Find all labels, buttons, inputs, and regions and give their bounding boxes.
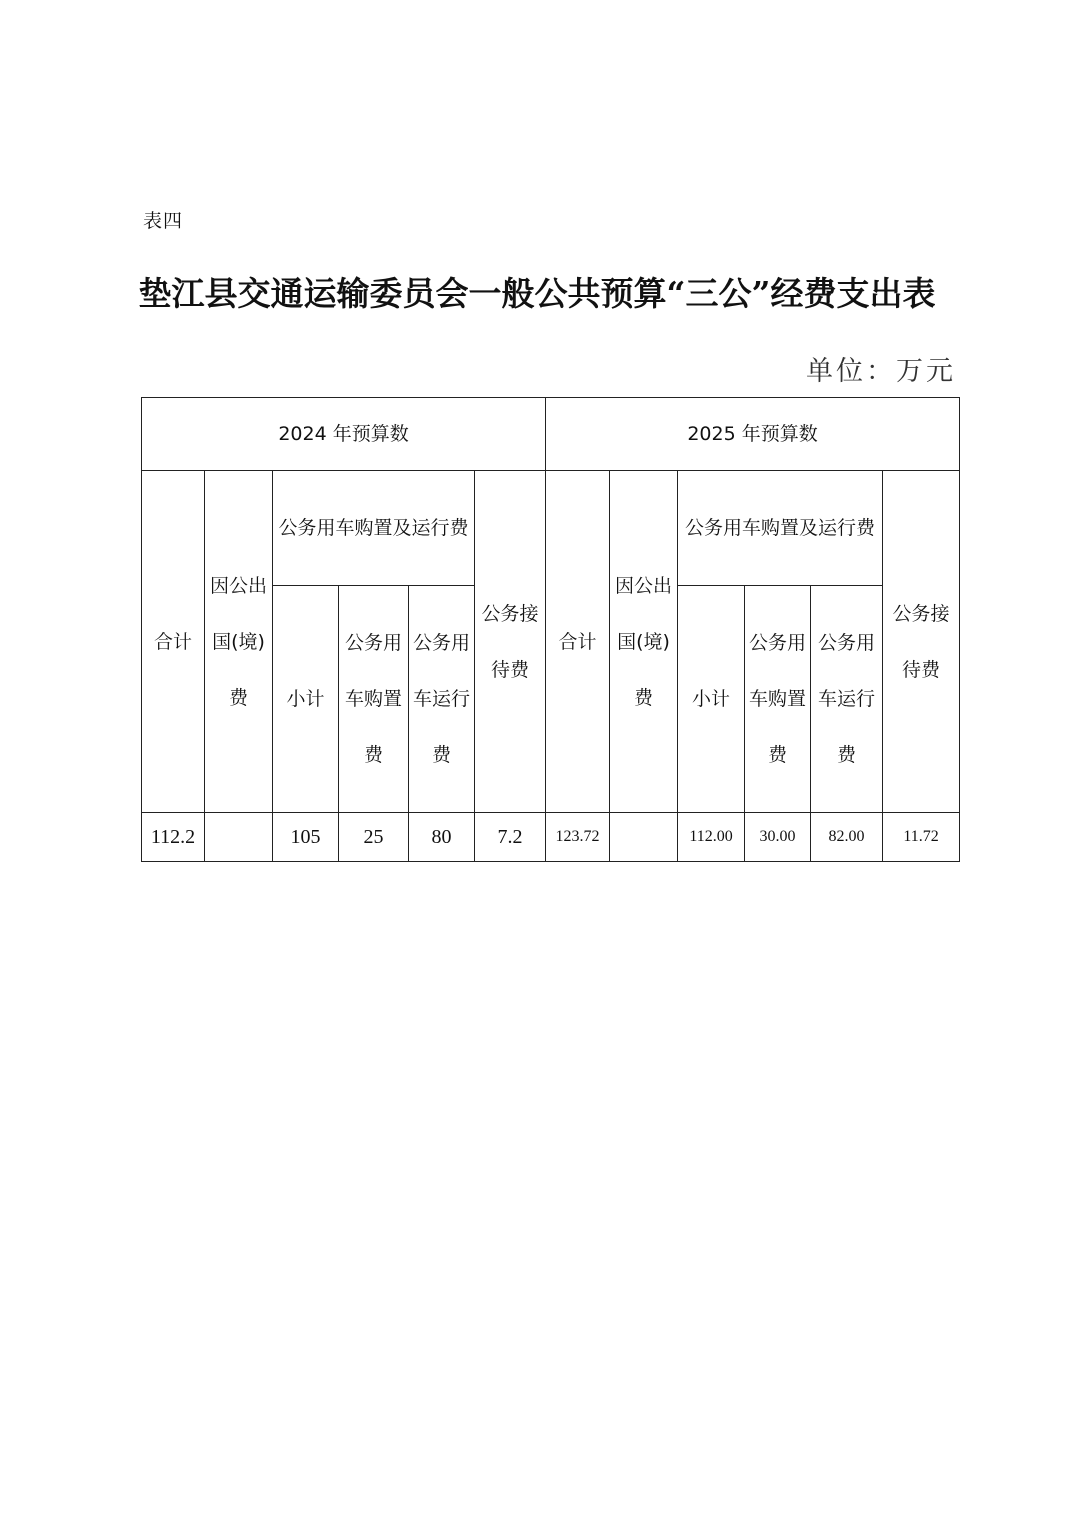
table-number-label: 表四: [143, 210, 184, 232]
header-total-2025: 合计: [546, 471, 610, 813]
value-vehicle-purchase-2024: 25: [339, 813, 409, 862]
value-abroad-2024: [205, 813, 273, 862]
header-abroad-2024: 因公出国(境)费: [205, 471, 273, 813]
header-vehicle-group-2024: 公务用车购置及运行费: [273, 471, 475, 586]
year-2025-header: 2025 年预算数: [546, 398, 960, 471]
header-vehicle-purchase-2025: 公务用车购置费: [745, 586, 811, 813]
header-reception-2025: 公务接待费: [883, 471, 960, 813]
value-total-2025: 123.72: [546, 813, 610, 862]
value-reception-2024: 7.2: [475, 813, 546, 862]
year-2024-header: 2024 年预算数: [142, 398, 546, 471]
header-vehicle-operation-2025: 公务用车运行费: [811, 586, 883, 813]
value-abroad-2025: [610, 813, 678, 862]
value-vehicle-operation-2024: 80: [409, 813, 475, 862]
table-row: [142, 813, 960, 862]
unit-label: 单位：万元: [806, 356, 956, 387]
value-total-2024: 112.2: [142, 813, 205, 862]
value-vehicle-operation-2025: 82.00: [811, 813, 883, 862]
year-header-row: [142, 398, 960, 471]
value-subtotal-2024: 105: [273, 813, 339, 862]
value-subtotal-2025: 112.00: [678, 813, 745, 862]
header-reception-2024: 公务接待费: [475, 471, 546, 813]
header-vehicle-operation-2024: 公务用车运行费: [409, 586, 475, 813]
budget-table: [141, 397, 960, 862]
value-reception-2025: 11.72: [883, 813, 960, 862]
page-title: 垫江县交通运输委员会一般公共预算“三公”经费支出表: [138, 274, 936, 313]
value-vehicle-purchase-2025: 30.00: [745, 813, 811, 862]
header-total-2024: 合计: [142, 471, 205, 813]
column-header-row: [142, 471, 960, 586]
header-subtotal-2025: 小计: [678, 586, 745, 813]
header-abroad-2025: 因公出国(境)费: [610, 471, 678, 813]
header-vehicle-purchase-2024: 公务用车购置费: [339, 586, 409, 813]
header-subtotal-2024: 小计: [273, 586, 339, 813]
header-vehicle-group-2025: 公务用车购置及运行费: [678, 471, 883, 586]
